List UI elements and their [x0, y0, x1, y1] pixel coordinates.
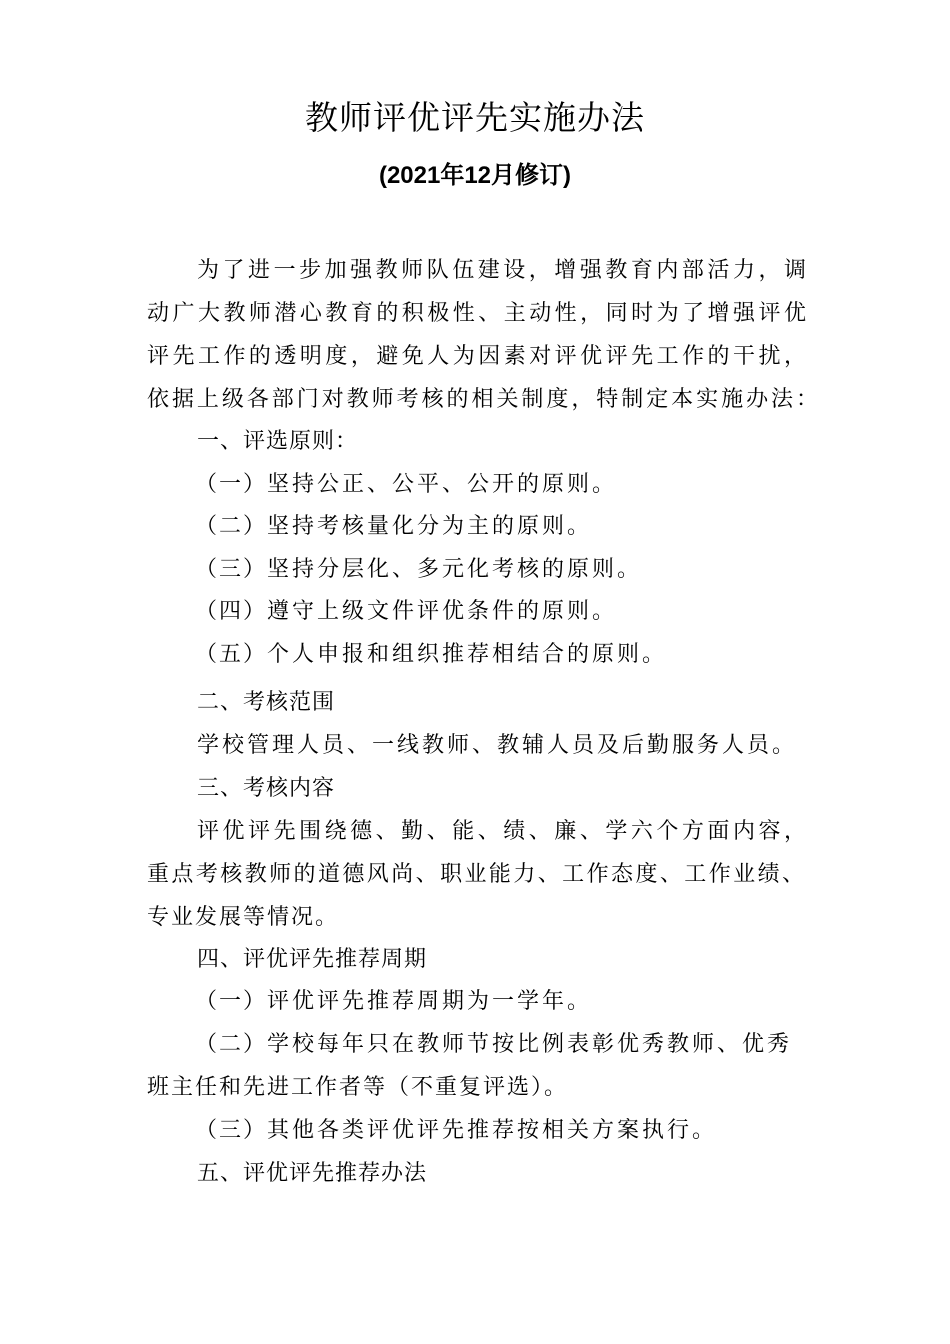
list-item-text: 遵守上级文件评优条件的原则。 — [267, 599, 618, 624]
content-line-2: 重点考核教师的道德风尚、职业能力、工作态度、工作业绩、 — [147, 862, 804, 887]
list-item-number: （三） — [195, 1118, 268, 1143]
list-item-number: （一） — [195, 989, 268, 1014]
section-heading-method: 五、评优评先推荐办法 — [197, 1161, 428, 1186]
intro-line-2: 动广大教师潜心教育的积极性、主动性，同时为了增强评优 — [147, 301, 807, 326]
list-item — [195, 980, 855, 1023]
list-item-number: （二） — [195, 514, 268, 539]
list-item-text: 个人申报和组织推荐相结合的原则。 — [267, 642, 668, 667]
section-heading-cycle: 四、评优评先推荐周期 — [197, 947, 428, 972]
document-subtitle: (2021年12月修订) — [378, 162, 572, 189]
list-item-text: 评优评先推荐周期为一学年。 — [267, 989, 593, 1014]
section-heading-scope: 二、考核范围 — [197, 690, 336, 715]
list-item — [195, 463, 855, 506]
list-item — [195, 505, 855, 548]
list-item-number: （二） — [195, 1032, 268, 1057]
list-item-text: 坚持公正、公平、公开的原则。 — [267, 472, 618, 497]
content-line-3: 专业发展等情况。 — [147, 905, 340, 930]
list-item — [195, 633, 855, 676]
scope-text: 学校管理人员、一线教师、教辅人员及后勤服务人员。 — [197, 733, 798, 758]
intro-line-4: 依据上级各部门对教师考核的相关制度，特制定本实施办法： — [147, 387, 819, 412]
intro-line-3: 评先工作的透明度，避免人为因素对评优评先工作的干扰， — [147, 344, 807, 369]
list-item — [195, 590, 855, 633]
list-item-number: （三） — [195, 557, 268, 582]
intro-line-1: 为了进一步加强教师队伍建设，增强教育内部活力，调 — [197, 258, 807, 283]
list-item-text: 学校每年只在教师节按比例表彰优秀教师、优秀 — [267, 1032, 793, 1057]
list-item — [195, 1023, 855, 1066]
list-item-number: （一） — [195, 472, 268, 497]
document-title: 教师评优评先实施办法 — [305, 98, 645, 137]
list-item — [195, 548, 855, 591]
section-heading-principles: 一、评选原则： — [197, 429, 359, 454]
list-item-number: （四） — [195, 599, 268, 624]
section-heading-content: 三、考核内容 — [197, 776, 336, 801]
list-item-continuation: 班主任和先进工作者等（不重复评选）。 — [147, 1075, 569, 1100]
list-item-text: 坚持分层化、多元化考核的原则。 — [267, 557, 643, 582]
list-item-text: 其他各类评优评先推荐按相关方案执行。 — [267, 1118, 718, 1143]
list-item-number: （五） — [195, 642, 268, 667]
list-item — [195, 1109, 855, 1152]
content-line-1: 评优评先围绕德、勤、能、绩、廉、学六个方面内容， — [197, 819, 807, 844]
list-item-text: 坚持考核量化分为主的原则。 — [267, 514, 593, 539]
